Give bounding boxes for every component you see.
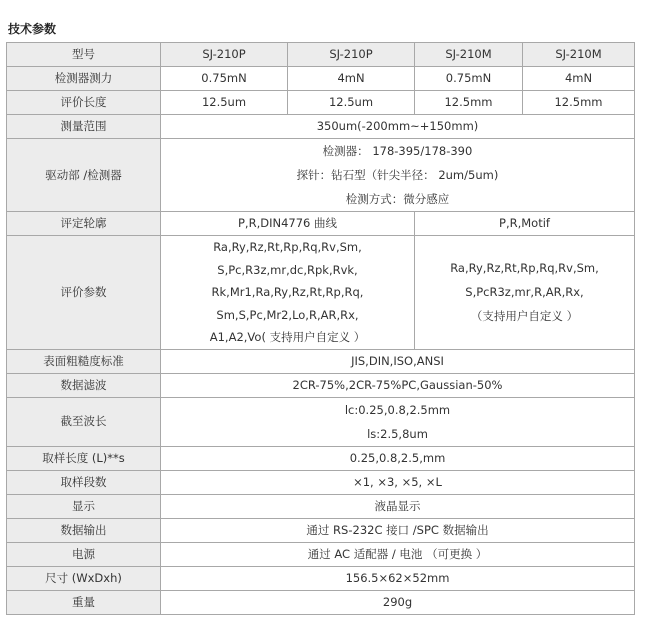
power-cell: 通过 AC 适配器 / 电池 （可更换 ） bbox=[161, 542, 635, 566]
params-line: Rk,Mr1,Ra,Ry,Rz,Rt,Rp,Rq, bbox=[211, 285, 364, 300]
profile-m-cell: P,R,Motif bbox=[415, 212, 635, 236]
eval-length-cell: 12.5mm bbox=[523, 91, 635, 115]
table-row bbox=[7, 373, 635, 397]
row-label-power: 电源 bbox=[7, 542, 161, 566]
range-cell: 350um(-200mm~+150mm) bbox=[161, 115, 635, 139]
force-cell: 4mN bbox=[523, 67, 635, 91]
eval-length-cell: 12.5mm bbox=[415, 91, 523, 115]
output-cell: 通过 RS-232C 接口 /SPC 数据输出 bbox=[161, 518, 635, 542]
section-title: 技术参数 bbox=[8, 22, 57, 36]
table-row bbox=[7, 470, 635, 494]
table-row bbox=[7, 212, 635, 236]
table-row bbox=[7, 590, 635, 614]
sample-length-cell: 0.25,0.8,2.5,mm bbox=[161, 446, 635, 470]
row-label-model: 型号 bbox=[7, 43, 161, 67]
row-label-size: 尺寸 (WxDxh) bbox=[7, 566, 161, 590]
row-label-params: 评价参数 bbox=[7, 236, 161, 350]
row-label-range: 测量范围 bbox=[7, 115, 161, 139]
table-row bbox=[7, 236, 635, 350]
model-cell: SJ-210P bbox=[288, 43, 415, 67]
display-cell: 液晶显示 bbox=[161, 494, 635, 518]
params-line: A1,A2,Vo( 支持用户自定义 ） bbox=[209, 330, 366, 345]
row-label-output: 数据输出 bbox=[7, 518, 161, 542]
params-m-cell bbox=[415, 236, 635, 350]
segments-cell: ×1, ×3, ×5, ×L bbox=[161, 470, 635, 494]
row-label-drive: 驱动部 /检测器 bbox=[7, 139, 161, 212]
params-line: （支持用户自定义 ） bbox=[470, 309, 579, 324]
row-label-segments: 取样段数 bbox=[7, 470, 161, 494]
row-label-eval-length: 评价长度 bbox=[7, 91, 161, 115]
params-line: Sm,S,Pc,Mr2,Lo,R,AR,Rx, bbox=[216, 307, 359, 322]
params-line: S,Pc,R3z,mr,dc,Rpk,Rvk, bbox=[217, 262, 358, 277]
force-cell: 0.75mN bbox=[415, 67, 523, 91]
model-cell: SJ-210P bbox=[161, 43, 288, 67]
cutoff-cell bbox=[161, 397, 635, 446]
row-label-display: 显示 bbox=[7, 494, 161, 518]
params-line: Ra,Ry,Rz,Rt,Rp,Rq,Rv,Sm, bbox=[213, 240, 362, 254]
table-row bbox=[7, 494, 635, 518]
drive-cell bbox=[161, 139, 635, 212]
drive-line: 检测器： 178-395/178-390 bbox=[322, 144, 473, 158]
table-row bbox=[7, 139, 635, 212]
profile-p-cell: P,R,DIN4776 曲线 bbox=[161, 212, 415, 236]
table-row bbox=[7, 43, 635, 67]
model-cell: SJ-210M bbox=[523, 43, 635, 67]
table-row bbox=[7, 349, 635, 373]
force-cell: 0.75mN bbox=[161, 67, 288, 91]
params-line: Ra,Ry,Rz,Rt,Rp,Rq,Rv,Sm, bbox=[450, 261, 599, 276]
cutoff-line: lc:0.25,0.8,2.5mm bbox=[344, 402, 451, 417]
row-label-weight: 重量 bbox=[7, 590, 161, 614]
model-cell: SJ-210M bbox=[415, 43, 523, 67]
table-row bbox=[7, 518, 635, 542]
table-row bbox=[7, 397, 635, 446]
force-cell: 4mN bbox=[288, 67, 415, 91]
eval-length-cell: 12.5um bbox=[161, 91, 288, 115]
row-label-cutoff: 截至波长 bbox=[7, 397, 161, 446]
standard-cell: JIS,DIN,ISO,ANSI bbox=[161, 349, 635, 373]
table-row bbox=[7, 542, 635, 566]
table-row bbox=[7, 67, 635, 91]
row-label-filter: 数据滤波 bbox=[7, 373, 161, 397]
row-label-profile: 评定轮廓 bbox=[7, 212, 161, 236]
table-row bbox=[7, 91, 635, 115]
drive-line: 探针：钻石型（针尖半径： 2um/5um) bbox=[296, 168, 499, 182]
eval-length-cell: 12.5um bbox=[288, 91, 415, 115]
row-label-sample-length: 取样长度 (L)**s bbox=[7, 446, 161, 470]
row-label-standard: 表面粗糙度标准 bbox=[7, 349, 161, 373]
table-row bbox=[7, 115, 635, 139]
spec-table bbox=[6, 42, 635, 615]
table-row bbox=[7, 446, 635, 470]
size-cell: 156.5×62×52mm bbox=[161, 566, 635, 590]
params-line: S,PcR3z,mr,R,AR,Rx, bbox=[465, 285, 584, 300]
table-row bbox=[7, 566, 635, 590]
weight-cell: 290g bbox=[161, 590, 635, 614]
params-p-cell bbox=[161, 236, 415, 350]
drive-line: 检测方式：微分感应 bbox=[345, 192, 450, 206]
row-label-force: 检测器测力 bbox=[7, 67, 161, 91]
cutoff-line: ls:2.5,8um bbox=[367, 426, 428, 441]
filter-cell: 2CR-75%,2CR-75%PC,Gaussian-50% bbox=[161, 373, 635, 397]
